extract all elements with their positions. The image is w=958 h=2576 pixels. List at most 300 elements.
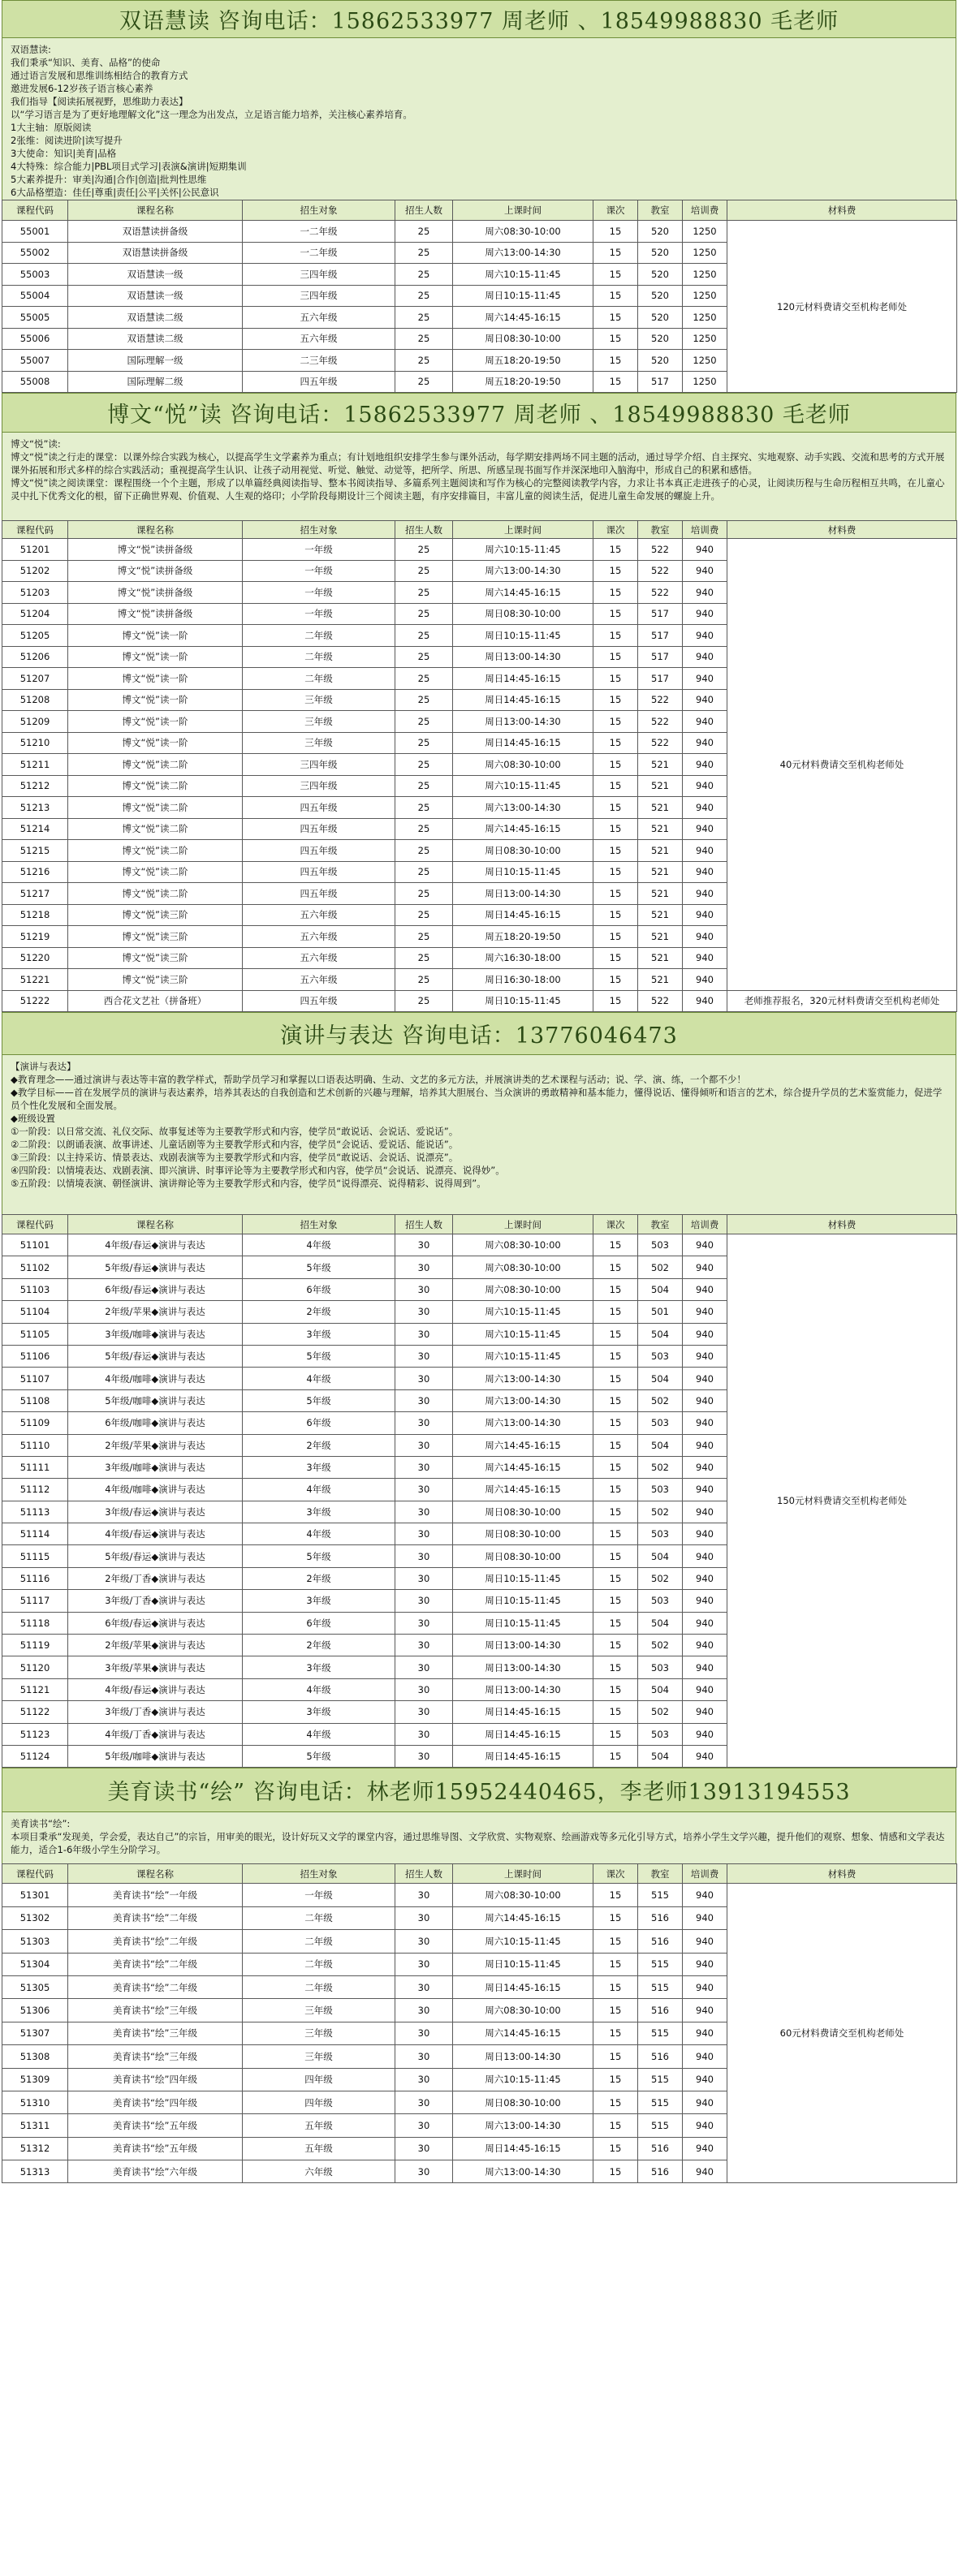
column-header: 课程名称 (68, 200, 243, 221)
table-cell: 15 (593, 1567, 638, 1589)
table-header-row (2, 1864, 957, 1884)
table-cell: 3年级/咖啡◆演讲与表达 (68, 1456, 243, 1478)
table-cell: 30 (395, 1701, 453, 1723)
table-cell: 30 (395, 1745, 453, 1767)
table-cell: 美育读书“绘”四年级 (68, 2091, 243, 2113)
table-cell: 15 (593, 2137, 638, 2160)
table-cell: 51222 (2, 990, 68, 1012)
table-cell: 15 (593, 285, 638, 307)
table-cell: 940 (683, 1234, 727, 1256)
table-cell: 15 (593, 840, 638, 862)
table-cell: 51215 (2, 840, 68, 862)
table-cell: 15 (593, 797, 638, 819)
table-cell: 504 (638, 1278, 683, 1300)
table-cell: 522 (638, 582, 683, 604)
table-cell: 1250 (683, 264, 727, 286)
table-cell: 521 (638, 969, 683, 991)
table-cell: 2年级 (243, 1635, 395, 1656)
table-cell: 美育读书“绘”二年级 (68, 1906, 243, 1929)
table-cell: 15 (593, 221, 638, 243)
table-cell: 国际理解一级 (68, 350, 243, 372)
column-header: 课程代码 (2, 200, 68, 221)
table-cell: 51107 (2, 1368, 68, 1389)
table-cell: 520 (638, 285, 683, 307)
table-cell: 15 (593, 242, 638, 264)
course-table (2, 200, 957, 393)
table-cell: 15 (593, 560, 638, 582)
table-cell: 15 (593, 350, 638, 372)
table-cell: 5年级/春运◆演讲与表达 (68, 1256, 243, 1278)
table-cell: 940 (683, 947, 727, 969)
table-cell: 五六年级 (243, 904, 395, 926)
table-cell: 周六10:15-11:45 (453, 2068, 593, 2091)
column-header: 招生人数 (395, 1864, 453, 1884)
table-cell: 55008 (2, 371, 68, 393)
table-cell: 二年级 (243, 625, 395, 647)
table-cell: 四五年级 (243, 818, 395, 840)
table-cell: 15 (593, 861, 638, 883)
table-cell: 520 (638, 221, 683, 243)
table-cell: 博文“悦”读二阶 (68, 797, 243, 819)
table-cell: 1250 (683, 285, 727, 307)
course-section (2, 393, 956, 1012)
table-cell: 15 (593, 904, 638, 926)
intro-line: 双语慧读: (11, 44, 51, 55)
table-cell: 周日08:30-10:00 (453, 1523, 593, 1545)
table-header-row (2, 200, 957, 221)
table-cell: 美育读书“绘”三年级 (68, 1999, 243, 2022)
table-cell: 周六08:30-10:00 (453, 754, 593, 776)
table-cell: 3年级/春运◆演讲与表达 (68, 1501, 243, 1523)
table-cell: 4年级/春运◆演讲与表达 (68, 1234, 243, 1256)
table-cell: 30 (395, 1323, 453, 1345)
table-cell: 25 (395, 307, 453, 329)
column-header: 材料费 (727, 521, 957, 539)
table-cell: 博文“悦”读三阶 (68, 947, 243, 969)
table-cell: 周六14:45-16:15 (453, 2022, 593, 2044)
table-cell: 二三年级 (243, 350, 395, 372)
course-table (2, 1863, 957, 2183)
table-cell: 30 (395, 1456, 453, 1478)
table-cell: 940 (683, 818, 727, 840)
table-cell: 二年级 (243, 1975, 395, 1998)
table-cell: 940 (683, 1678, 727, 1700)
table-cell: 55005 (2, 307, 68, 329)
table-cell: 三年级 (243, 689, 395, 711)
table-cell: 30 (395, 1612, 453, 1634)
table-cell: 5年级 (243, 1745, 395, 1767)
table-cell: 30 (395, 2068, 453, 2091)
section-intro (2, 1811, 956, 1863)
course-table (2, 520, 957, 1012)
table-cell: 一年级 (243, 603, 395, 625)
table-cell: 25 (395, 625, 453, 647)
table-cell: 双语慧读拼备级 (68, 221, 243, 243)
table-cell: 博文“悦”读一阶 (68, 668, 243, 690)
table-cell: 504 (638, 1368, 683, 1389)
table-cell: 15 (593, 1930, 638, 1953)
table-cell: 25 (395, 689, 453, 711)
table-cell: 504 (638, 1323, 683, 1345)
table-cell: 520 (638, 350, 683, 372)
table-cell: 4年级 (243, 1368, 395, 1389)
table-cell: 25 (395, 285, 453, 307)
table-cell: 51305 (2, 1975, 68, 1998)
table-cell: 55007 (2, 350, 68, 372)
table-cell: 25 (395, 990, 453, 1012)
table-cell: 520 (638, 307, 683, 329)
table-cell: 周六08:30-10:00 (453, 1234, 593, 1256)
table-cell: 51219 (2, 926, 68, 948)
table-cell: 博文“悦”读二阶 (68, 883, 243, 905)
table-cell: 515 (638, 2022, 683, 2044)
table-cell: 502 (638, 1701, 683, 1723)
table-cell: 517 (638, 371, 683, 393)
table-cell: 15 (593, 883, 638, 905)
table-cell: 美育读书“绘”三年级 (68, 2045, 243, 2068)
table-cell: 51216 (2, 861, 68, 883)
table-cell: 517 (638, 603, 683, 625)
course-table (2, 1214, 957, 1768)
table-cell: 15 (593, 2114, 638, 2137)
table-cell: 3年级 (243, 1656, 395, 1678)
table-cell: 522 (638, 732, 683, 754)
table-cell: 一二年级 (243, 242, 395, 264)
table-cell: 15 (593, 1545, 638, 1567)
table-cell: 6年级/春运◆演讲与表达 (68, 1612, 243, 1634)
table-cell: 25 (395, 668, 453, 690)
table-cell: 美育读书“绘”二年级 (68, 1930, 243, 1953)
table-cell: 周日14:45-16:15 (453, 1723, 593, 1745)
column-header: 招生对象 (243, 200, 395, 221)
table-cell: 2年级/苹果◆演讲与表达 (68, 1301, 243, 1323)
table-cell: 美育读书“绘”一年级 (68, 1884, 243, 1906)
table-cell: 55004 (2, 285, 68, 307)
table-cell: 双语慧读二级 (68, 307, 243, 329)
table-cell: 15 (593, 1434, 638, 1456)
intro-line: 博文“悦”读之阅读课堂：课程围绕一个个主题，形成了以单篇经典阅读指导、整本书阅读指导、多篇系列主题阅读和写作为核心的完整阅读教学内容，力求让书本真正走进孩子的心灵，让阅读历程与生命历程相互共鸣，在儿童心灵中扎下优秀文化的根，留下正确世界观、价值观、人生观的烙印；小学阶段每期设计三个阅读主题，有序安排篇目，丰富儿童的阅读生活，促进儿童生命发展的螺旋上升。 (11, 477, 945, 502)
table-cell: 51108 (2, 1389, 68, 1411)
table-cell: 3年级 (243, 1501, 395, 1523)
table-cell: 51111 (2, 1456, 68, 1478)
table-cell: 51103 (2, 1278, 68, 1300)
table-cell: 15 (593, 582, 638, 604)
table-cell: 30 (395, 1723, 453, 1745)
table-cell: 15 (593, 926, 638, 948)
table-cell: 51202 (2, 560, 68, 582)
table-cell: 940 (683, 1567, 727, 1589)
table-cell: 25 (395, 646, 453, 668)
table-cell: 51116 (2, 1567, 68, 1589)
table-cell: 51121 (2, 1678, 68, 1700)
table-cell: 博文“悦”读二阶 (68, 754, 243, 776)
table-cell: 四五年级 (243, 371, 395, 393)
table-cell: 周日10:15-11:45 (453, 1612, 593, 1634)
intro-line: 博文“悦”读: (11, 438, 61, 450)
table-cell: 25 (395, 861, 453, 883)
table-cell: 55003 (2, 264, 68, 286)
table-cell: 1250 (683, 221, 727, 243)
table-cell: 3年级/苹果◆演讲与表达 (68, 1656, 243, 1678)
table-cell: 30 (395, 1345, 453, 1367)
table-cell: 51207 (2, 668, 68, 690)
table-cell: 55002 (2, 242, 68, 264)
table-cell: 940 (683, 2022, 727, 2044)
table-cell: 30 (395, 2022, 453, 2044)
table-cell: 30 (395, 1501, 453, 1523)
column-header: 教室 (638, 200, 683, 221)
table-cell: 博文“悦”读三阶 (68, 904, 243, 926)
table-cell: 940 (683, 1434, 727, 1456)
table-cell: 940 (683, 646, 727, 668)
column-header: 上课时间 (453, 1864, 593, 1884)
table-cell: 30 (395, 2114, 453, 2137)
intro-line: 1大主轴：原版阅读 (11, 122, 92, 133)
table-cell: 4年级 (243, 1723, 395, 1745)
table-cell: 15 (593, 1323, 638, 1345)
table-cell: 15 (593, 732, 638, 754)
table-cell: 55001 (2, 221, 68, 243)
table-cell: 51309 (2, 2068, 68, 2091)
column-header: 招生人数 (395, 200, 453, 221)
table-cell: 515 (638, 1884, 683, 1906)
materials-fee-note: 60元材料费请交至机构老师处 (727, 1884, 957, 2183)
table-cell: 周日16:30-18:00 (453, 969, 593, 991)
table-cell: 940 (683, 1256, 727, 1278)
table-cell: 周六10:15-11:45 (453, 1301, 593, 1323)
table-cell: 2年级/丁香◆演讲与表达 (68, 1567, 243, 1589)
table-cell: 51220 (2, 947, 68, 969)
table-cell: 1250 (683, 371, 727, 393)
materials-fee-note: 120元材料费请交至机构老师处 (727, 221, 957, 393)
table-cell: 940 (683, 1479, 727, 1501)
table-cell: 30 (395, 1389, 453, 1411)
table-cell: 3年级 (243, 1701, 395, 1723)
table-cell: 30 (395, 1523, 453, 1545)
table-cell: 四五年级 (243, 840, 395, 862)
table-cell: 周六08:30-10:00 (453, 1256, 593, 1278)
table-cell: 25 (395, 883, 453, 905)
table-cell: 30 (395, 2045, 453, 2068)
table-cell: 51123 (2, 1723, 68, 1745)
table-cell: 25 (395, 775, 453, 797)
table-cell: 一二年级 (243, 221, 395, 243)
table-cell: 4年级/丁香◆演讲与表达 (68, 1723, 243, 1745)
table-cell: 周日08:30-10:00 (453, 840, 593, 862)
table-cell: 51306 (2, 1999, 68, 2022)
table-cell: 940 (683, 732, 727, 754)
table-cell: 三年级 (243, 732, 395, 754)
table-cell: 51114 (2, 1523, 68, 1545)
table-cell: 521 (638, 861, 683, 883)
table-cell: 51122 (2, 1701, 68, 1723)
intro-line: ◆班级设置 (11, 1113, 55, 1124)
intro-line: 以“学习语言是为了更好地理解文化”这一理念为出发点，立足语言能力培养，关注核心素养培育。 (11, 109, 412, 120)
column-header: 课程代码 (2, 521, 68, 539)
intro-line: 5大素养提升：审美|沟通|合作|创造|批判性思维 (11, 174, 207, 185)
column-header: 培训费 (683, 1864, 727, 1884)
table-cell: 五六年级 (243, 969, 395, 991)
table-cell: 二年级 (243, 668, 395, 690)
table-cell: 周日13:00-14:30 (453, 711, 593, 733)
table-cell: 504 (638, 1678, 683, 1700)
table-cell: 3年级 (243, 1323, 395, 1345)
table-cell: 四年级 (243, 2068, 395, 2091)
table-cell: 15 (593, 2091, 638, 2113)
table-cell: 周日13:00-14:30 (453, 646, 593, 668)
table-cell: 51101 (2, 1234, 68, 1256)
table-cell: 520 (638, 264, 683, 286)
table-cell: 30 (395, 1975, 453, 1998)
table-cell: 25 (395, 221, 453, 243)
table-cell: 30 (395, 2091, 453, 2113)
column-header: 教室 (638, 1864, 683, 1884)
table-cell: 周六13:00-14:30 (453, 2160, 593, 2183)
table-cell: 4年级 (243, 1479, 395, 1501)
table-cell: 30 (395, 2137, 453, 2160)
table-cell: 三年级 (243, 2022, 395, 2044)
table-cell: 周六14:45-16:15 (453, 818, 593, 840)
table-cell: 周六10:15-11:45 (453, 539, 593, 561)
table-cell: 30 (395, 1567, 453, 1589)
table-cell: 周六10:15-11:45 (453, 775, 593, 797)
table-cell: 940 (683, 1930, 727, 1953)
table-cell: 516 (638, 1999, 683, 2022)
table-cell: 4年级 (243, 1678, 395, 1700)
table-cell: 25 (395, 947, 453, 969)
table-cell: 30 (395, 1953, 453, 1975)
table-cell: 25 (395, 560, 453, 582)
table-cell: 30 (395, 1368, 453, 1389)
table-cell: 15 (593, 1456, 638, 1478)
table-cell: 四五年级 (243, 990, 395, 1012)
table-cell: 51206 (2, 646, 68, 668)
intro-line: ◆教学目标——首在发展学员的演讲与表达素养，培养其表达的自我创造和艺术创新的兴趣与理解，培养其大胆展台、当众演讲的勇敢精神和基本能力，懂得说话、懂得倾听和语言的艺术，综合提升学员的艺术鉴赏能力，促进学员个性化发展和全面发展。 (11, 1087, 943, 1111)
table-cell: 4年级/春运◆演讲与表达 (68, 1523, 243, 1545)
table-cell: 51119 (2, 1635, 68, 1656)
table-cell: 520 (638, 328, 683, 350)
table-cell: 三年级 (243, 2045, 395, 2068)
table-cell: 522 (638, 560, 683, 582)
course-section (2, 0, 956, 393)
section-title: 双语慧读 咨询电话：15862533977 周老师 、18549988830 毛老师 (2, 0, 956, 37)
table-cell: 周日13:00-14:30 (453, 1635, 593, 1656)
table-cell: 博文“悦”读三阶 (68, 969, 243, 991)
table-cell: 双语慧读二级 (68, 328, 243, 350)
column-header: 教室 (638, 521, 683, 539)
table-cell: 940 (683, 1656, 727, 1678)
intro-line: 本项目秉承“发现美，学会爱，表达自己”的宗旨，用审美的眼光，设计好玩又文学的课堂内容，通过思维导图、文学欣赏、实物观察、绘画游戏等多元化引导方式，培养小学生文学兴趣，提升他们的观察、想象、情感和文学表达能力，适合1-6年级小学生分阶学习。 (11, 1831, 945, 1856)
table-cell: 25 (395, 797, 453, 819)
table-cell: 周六13:00-14:30 (453, 1368, 593, 1389)
table-cell: 15 (593, 328, 638, 350)
table-cell: 51203 (2, 582, 68, 604)
table-cell: 502 (638, 1456, 683, 1478)
table-cell: 博文“悦”读二阶 (68, 775, 243, 797)
table-cell: 周六14:45-16:15 (453, 582, 593, 604)
table-cell: 940 (683, 711, 727, 733)
table-cell: 周六16:30-18:00 (453, 947, 593, 969)
section-intro (2, 37, 956, 200)
table-cell: 51112 (2, 1479, 68, 1501)
table-cell: 51301 (2, 1884, 68, 1906)
table-row (2, 1884, 957, 1906)
table-cell: 504 (638, 1612, 683, 1634)
table-cell: 15 (593, 307, 638, 329)
table-cell: 一年级 (243, 582, 395, 604)
table-cell: 940 (683, 2045, 727, 2068)
column-header: 招生人数 (395, 1215, 453, 1234)
intro-line: 【演讲与表达】 (11, 1061, 76, 1072)
table-cell: 940 (683, 1523, 727, 1545)
table-cell: 四五年级 (243, 797, 395, 819)
table-cell: 516 (638, 2045, 683, 2068)
intro-line: 4大特殊：综合能力|PBL项目式学习|表演&演讲|短期集训 (11, 161, 247, 172)
table-cell: 521 (638, 797, 683, 819)
table-cell: 博文“悦”读二阶 (68, 840, 243, 862)
table-cell: 周日13:00-14:30 (453, 1656, 593, 1678)
table-cell: 503 (638, 1345, 683, 1367)
table-cell: 25 (395, 840, 453, 862)
table-cell: 周日14:45-16:15 (453, 2137, 593, 2160)
table-cell: 51102 (2, 1256, 68, 1278)
table-cell: 520 (638, 242, 683, 264)
table-cell: 周日10:15-11:45 (453, 1953, 593, 1975)
table-cell: 51311 (2, 2114, 68, 2137)
intro-line: 3大使命：知识|美育|品格 (11, 148, 117, 159)
table-cell: 517 (638, 625, 683, 647)
table-cell: 周日10:15-11:45 (453, 990, 593, 1012)
table-cell: 517 (638, 646, 683, 668)
table-cell: 940 (683, 840, 727, 862)
table-row (2, 221, 957, 243)
column-header: 教室 (638, 1215, 683, 1234)
table-cell: 503 (638, 1479, 683, 1501)
table-cell: 周日08:30-10:00 (453, 328, 593, 350)
table-cell: 周五18:20-19:50 (453, 371, 593, 393)
table-cell: 博文“悦”读拼备级 (68, 560, 243, 582)
table-cell: 30 (395, 1545, 453, 1567)
course-section (2, 1012, 956, 1768)
table-cell: 5年级/咖啡◆演讲与表达 (68, 1745, 243, 1767)
table-cell: 521 (638, 840, 683, 862)
intro-line: 我们秉承“知识、美育、品格”的使命 (11, 57, 161, 68)
table-cell: 2年级/苹果◆演讲与表达 (68, 1434, 243, 1456)
table-cell: 51303 (2, 1930, 68, 1953)
table-cell: 四五年级 (243, 883, 395, 905)
table-cell: 51308 (2, 2045, 68, 2068)
table-cell: 周六10:15-11:45 (453, 1345, 593, 1367)
table-cell: 4年级/咖啡◆演讲与表达 (68, 1479, 243, 1501)
table-cell: 522 (638, 689, 683, 711)
table-cell: 1250 (683, 307, 727, 329)
table-cell: 15 (593, 1975, 638, 1998)
table-cell: 15 (593, 2160, 638, 2183)
table-cell: 940 (683, 2091, 727, 2113)
table-cell: 周日13:00-14:30 (453, 2045, 593, 2068)
table-cell: 51210 (2, 732, 68, 754)
intro-line: ④四阶段：以情境表达、戏剧表演、即兴演讲、时事评论等为主要教学形式和内容，使学员“会说话、说漂亮、说得妙”。 (11, 1165, 505, 1176)
table-cell: 15 (593, 2068, 638, 2091)
table-cell: 25 (395, 242, 453, 264)
table-cell: 15 (593, 1256, 638, 1278)
table-cell: 15 (593, 1368, 638, 1389)
table-cell: 周日14:45-16:15 (453, 732, 593, 754)
table-cell: 51124 (2, 1745, 68, 1767)
table-cell: 4年级/咖啡◆演讲与表达 (68, 1368, 243, 1389)
column-header: 培训费 (683, 200, 727, 221)
table-cell: 五六年级 (243, 307, 395, 329)
